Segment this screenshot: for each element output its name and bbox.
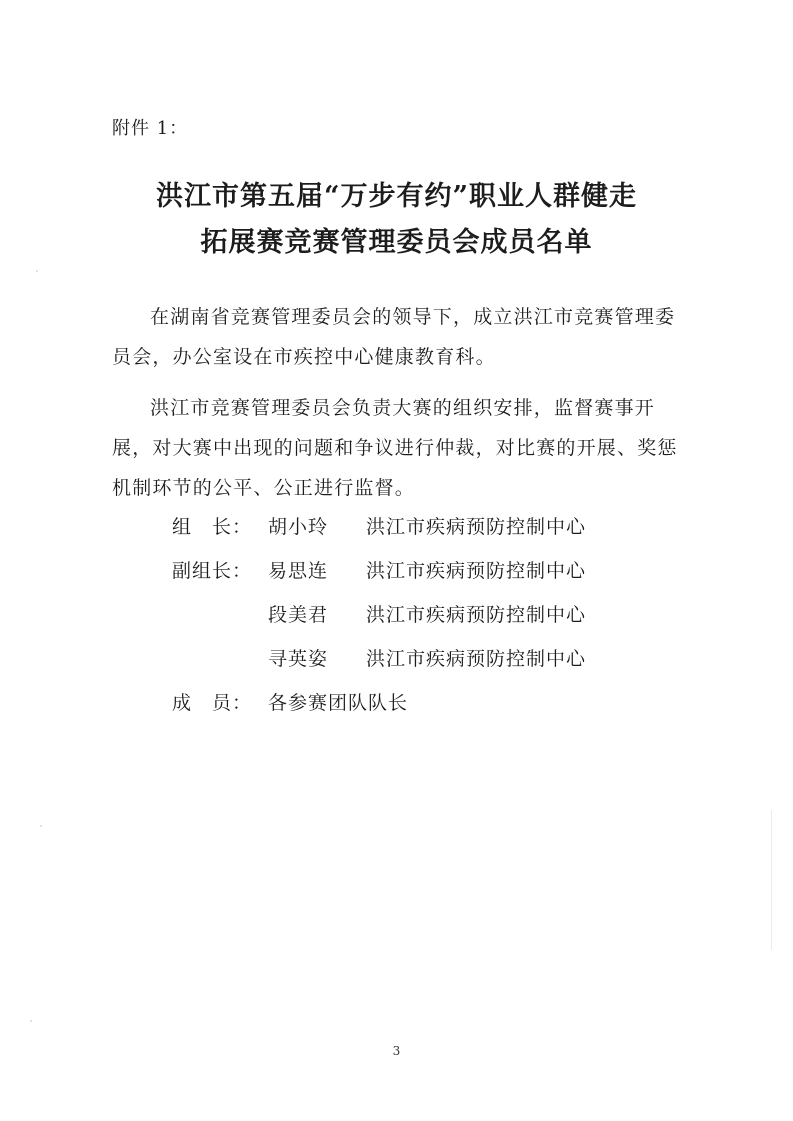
- body-paragraph-2: 洪江市竞赛管理委员会负责大赛的组织安排，监督赛事开展，对大赛中出现的问题和争议进行仲裁，对比赛的开展、奖惩机制环节的公平、公正进行监督。: [112, 397, 678, 499]
- document-title-line-2: 拓展赛竞赛管理委员会成员名单: [200, 227, 593, 258]
- document-title-line-1: 洪江市第五届“万步有约”职业人群健走: [155, 181, 638, 212]
- member-row-deputy-2: [172, 595, 586, 635]
- member-organization: 洪江市疾病预防控制中心: [366, 604, 587, 626]
- scan-speck: [40, 825, 42, 827]
- member-name: 寻英姿: [268, 648, 329, 670]
- member-organization: 洪江市疾病预防控制中心: [366, 516, 587, 538]
- member-name: 段美君: [268, 604, 329, 626]
- attachment-label: 附件 1：: [112, 118, 189, 139]
- scan-speck: [30, 1020, 32, 1022]
- member-row-leader: [172, 507, 586, 547]
- member-name: 各参赛团队队长: [268, 692, 409, 714]
- member-role: 副组长：: [172, 560, 253, 582]
- member-name: 胡小玲: [268, 516, 329, 538]
- member-row-deputy-3: [172, 639, 586, 679]
- member-role: 成 员：: [172, 692, 253, 714]
- page-number: 3: [392, 1044, 401, 1058]
- scan-edge-line: [771, 810, 772, 950]
- member-row-members: [172, 683, 408, 723]
- member-organization: 洪江市疾病预防控制中心: [366, 648, 587, 670]
- member-role: 组 长：: [172, 516, 253, 538]
- member-name: 易思连: [268, 560, 329, 582]
- member-organization: 洪江市疾病预防控制中心: [366, 560, 587, 582]
- scan-speck: [36, 270, 38, 272]
- body-paragraph-1: 在湖南省竞赛管理委员会的领导下，成立洪江市竞赛管理委员会，办公室设在市疾控中心健康教育科。: [112, 306, 676, 368]
- member-row-deputy-1: [172, 551, 586, 591]
